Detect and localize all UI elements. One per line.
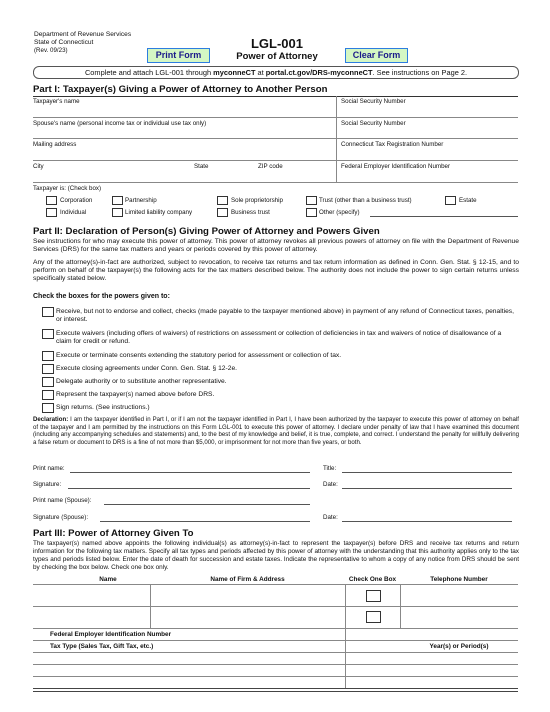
state-field[interactable]: State	[194, 163, 209, 170]
powers-heading: Check the boxes for the powers given to:	[33, 293, 170, 300]
notice-checkbox-1[interactable]	[366, 590, 381, 602]
table-col-line	[400, 584, 401, 628]
part1-rule	[33, 96, 518, 97]
instruction-banner: Complete and attach LGL-001 through myconneCT at portal.ct.gov/DRS-myconneCT. See instructions on Page 2.	[33, 66, 519, 79]
power-checkbox-2[interactable]	[42, 329, 54, 339]
trust-label: Trust (other than a business trust)	[319, 197, 412, 204]
table-line	[33, 652, 518, 653]
date-spouse-field[interactable]	[342, 521, 512, 522]
table-col-line	[150, 584, 151, 628]
table-line	[33, 640, 518, 641]
form-title: Power of Attorney	[236, 51, 318, 62]
business-trust-checkbox[interactable]	[217, 208, 228, 217]
date-label: Date:	[323, 481, 338, 488]
part2-paragraph-2: Any of the attorney(s)-in-fact are authorized, subject to revocation, to receive tax returns and tax return information as defined in Conn. Gen. Stat. § 12-15, and to perform on behalf of the taxpayer(s) the following acts for the tax matters described below. The authority does not include the power to sign certain returns unless specifically stated below.	[33, 259, 519, 283]
power-text-3: Execute or terminate consents extending the statutory period for assessment or collection of tax.	[56, 352, 342, 359]
corporation-label: Corporation	[60, 197, 93, 204]
part3-heading: Part III: Power of Attorney Given To	[33, 528, 194, 539]
table-line	[33, 691, 518, 692]
clear-form-button[interactable]: Clear Form	[345, 48, 408, 63]
estate-label: Estate	[459, 197, 477, 204]
llc-label: Limited liability company	[125, 209, 193, 216]
partnership-label: Partnership	[125, 197, 157, 204]
date-field[interactable]	[342, 488, 512, 489]
agency-block	[34, 31, 131, 55]
part2-heading: Part II: Declaration of Person(s) Giving Power of Attorney and Powers Given	[33, 226, 380, 237]
tax-type-label: Tax Type (Sales Tax, Gift Tax, etc.)	[50, 643, 154, 650]
part1-row-line	[33, 182, 518, 183]
signature-field[interactable]	[68, 488, 310, 489]
part1-row-line	[33, 138, 518, 139]
ct-tax-reg-field[interactable]: Connecticut Tax Registration Number	[341, 141, 444, 148]
ssn-field[interactable]: Social Security Number	[341, 98, 406, 105]
print-form-button[interactable]: Print Form	[147, 48, 210, 63]
print-name-label: Print name:	[33, 465, 65, 472]
col-firm-header: Name of Firm & Address	[210, 576, 285, 583]
table-line	[33, 676, 518, 677]
power-text-2: Execute waivers (including offers of waivers) of restrictions on assessment or collection of deficiencies in tax and waivers of notice of disallowance of a claim for credit or refund.	[56, 330, 502, 345]
table-line	[33, 664, 518, 665]
table-line	[33, 628, 518, 629]
spouse-ssn-field[interactable]: Social Security Number	[341, 120, 406, 127]
power-text-1: Receive, but not to endorse and collect, checks (made payable to the taxpayer mentioned above) in payment of any refund of Connecticut taxes, penalties, or interest.	[56, 308, 514, 323]
part1-row-line	[33, 117, 518, 118]
corporation-checkbox[interactable]	[46, 196, 57, 205]
trust-checkbox[interactable]	[306, 196, 317, 205]
partnership-checkbox[interactable]	[112, 196, 123, 205]
signature-spouse-field[interactable]	[100, 521, 310, 522]
power-text-5: Delegate authority or to substitute another representative.	[56, 378, 227, 385]
power-checkbox-4[interactable]	[42, 364, 54, 374]
llc-checkbox[interactable]	[112, 208, 123, 217]
sole-proprietorship-checkbox[interactable]	[217, 196, 228, 205]
mailing-address-field[interactable]: Mailing address	[33, 141, 77, 148]
col-phone-header: Telephone Number	[430, 576, 488, 583]
power-checkbox-5[interactable]	[42, 377, 54, 387]
power-checkbox-6[interactable]	[42, 390, 54, 400]
part1-heading: Part I: Taxpayer(s) Giving a Power of Attorney to Another Person	[33, 84, 328, 95]
form-number: LGL-001	[250, 36, 303, 51]
individual-checkbox[interactable]	[46, 208, 57, 217]
fein-field[interactable]: Federal Employer Identification Number	[341, 163, 451, 170]
fein-row-label: Federal Employer Identification Number	[50, 631, 172, 638]
title-field[interactable]	[342, 472, 512, 473]
power-text-7: Sign returns. (See instructions.)	[56, 404, 150, 411]
power-checkbox-1[interactable]	[42, 307, 54, 317]
zip-field[interactable]: ZIP code	[258, 163, 283, 170]
agency-name: Department of Revenue Services	[34, 31, 132, 38]
print-name-spouse-label: Print name (Spouse):	[33, 497, 92, 504]
taxpayer-is-label: Taxpayer is: (Check box)	[33, 185, 102, 192]
table-col-line	[345, 584, 346, 688]
power-text-4: Execute closing agreements under Conn. Gen. Stat. § 12-2e.	[56, 365, 238, 372]
other-checkbox[interactable]	[306, 208, 317, 217]
sole-proprietorship-label: Sole proprietorship	[231, 197, 283, 204]
part3-paragraph: The taxpayer(s) named above appoints the following individual(s) as attorney(s)-in-fact to represent the taxpayer(s) before DRS and receive tax returns and return information for the following tax matters. Specify all tax types and periods affected by this power of attorney with the understanding that this authority applies only to the tax types and periods listed below. Enter the date of death for succession and estate taxes. Indicate the representative to whom a copy of any notice from DRS should be sent by checking the box below. Check one box only.	[33, 540, 519, 571]
col-check-header: Check One Box	[348, 576, 397, 583]
part1-divider	[336, 96, 337, 182]
power-text-6: Represent the taxpayer(s) named above before DRS.	[56, 391, 215, 398]
part1-row-line	[33, 160, 518, 161]
declaration: Declaration: I am the taxpayer identified in Part I, or if I am not the taxpayer identified in Part I, I have been authorized by the taxpayer to execute this power of attorney on behalf of the taxpayer and I am permitted by the instructions on this Form LGL-001 to execute this power of attorney. I declare under penalty of law that I have examined this document (including any accompanying schedules and statements) and, to the best of my knowledge and belief, it is true, complete, and correct. I understand the penalty for willfully delivering a false return or document to DRS is a fine of not more than $5,000, or imprisonment for not more than five years, or both.	[33, 416, 519, 446]
table-line	[33, 606, 518, 607]
part2-paragraph-1: See instructions for who may execute this power of attorney. This power of attorney revokes all previous powers of attorney on file with the Department of Revenue Services (DRS) for the same tax matters and years or periods covered by this power of attorney.	[33, 238, 519, 254]
taxpayer-name-field[interactable]: Taxpayer's name	[33, 98, 80, 105]
print-name-spouse-field[interactable]	[104, 504, 310, 505]
signature-spouse-label: Signature (Spouse):	[33, 514, 89, 521]
power-checkbox-7[interactable]	[42, 403, 54, 413]
table-line	[33, 688, 518, 689]
title-label: Title:	[323, 465, 337, 472]
spouse-name-field[interactable]: Spouse's name (personal income tax or individual use tax only)	[33, 120, 207, 127]
notice-checkbox-2[interactable]	[366, 611, 381, 623]
table-line	[33, 584, 518, 585]
signature-label: Signature:	[33, 481, 62, 488]
print-name-field[interactable]	[70, 472, 310, 473]
city-field[interactable]: City	[33, 163, 44, 170]
business-trust-label: Business trust	[231, 209, 270, 216]
date-spouse-label: Date:	[323, 514, 338, 521]
other-specify-field[interactable]	[370, 216, 518, 217]
power-checkbox-3[interactable]	[42, 351, 54, 361]
years-label: Year(s) or Period(s)	[429, 643, 489, 650]
other-label: Other (specify)	[319, 209, 360, 216]
col-name-header: Name	[99, 576, 117, 583]
state-name: State of Connecticut	[34, 39, 94, 46]
estate-checkbox[interactable]	[445, 196, 456, 205]
revision: (Rev. 09/23)	[34, 47, 68, 54]
individual-label: Individual	[60, 209, 87, 216]
